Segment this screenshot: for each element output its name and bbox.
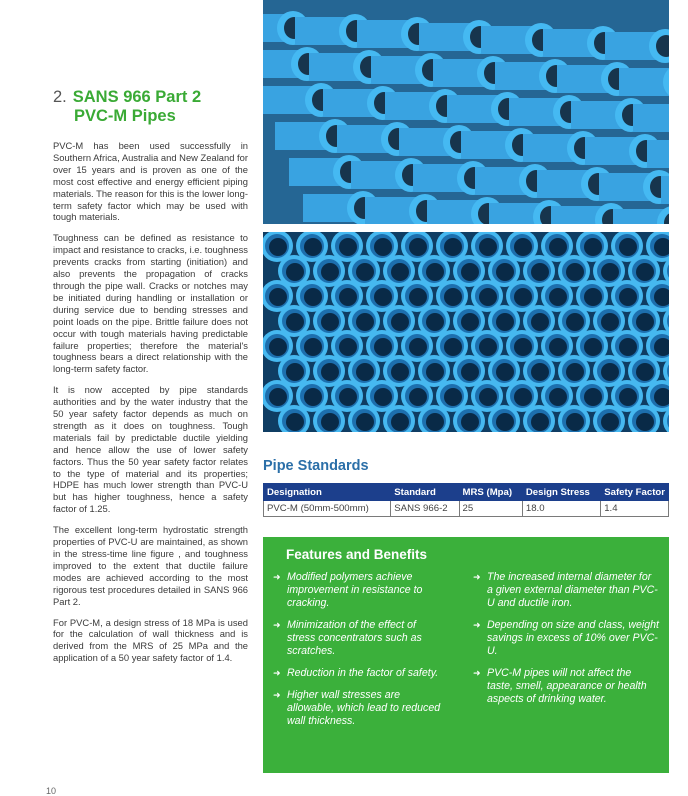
pipe-standards-title: Pipe Standards xyxy=(263,458,369,474)
arrow-icon: ➜ xyxy=(273,620,281,630)
list-item xyxy=(473,667,659,706)
feature-text: The increased internal diameter for a given external diameter than PVC-U and ductile iron. xyxy=(487,571,658,609)
page-number: 10 xyxy=(46,786,57,796)
arrow-icon: ➜ xyxy=(273,690,281,700)
list-item xyxy=(273,619,443,658)
section-title-line1: SANS 966 Part 2 xyxy=(72,88,202,106)
feature-text: Modified polymers achieve improvement in resistance to cracking. xyxy=(287,571,423,609)
list-item xyxy=(473,619,659,658)
paragraph-safety-factor: It is now accepted by pipe standards authorities and by the water industry that the 50 year safety factor depends as much on strength as it does on toughness. Tough materials fail by predictable ductile yielding and hence allow the use of lower safety factors. Thus the 50 year safety factor relates to the type of material and its properties; HDPE has much lower strength than PVC-U but has higher toughness, hence a safety factor of 1.25. xyxy=(53,384,248,515)
list-item xyxy=(273,667,443,680)
table-cell: 25 xyxy=(459,501,522,517)
list-item xyxy=(473,571,659,610)
list-item xyxy=(273,571,443,610)
feature-text: Higher wall stresses are allowable, which lead to reduced wall thickness. xyxy=(287,689,441,727)
features-title: Features and Benefits xyxy=(286,547,428,562)
column-header: Safety Factor xyxy=(601,484,669,501)
column-header: Designation xyxy=(264,484,391,501)
column-header: MRS (Mpa) xyxy=(459,484,522,501)
arrow-icon: ➜ xyxy=(473,620,481,630)
section-title-line2: PVC-M Pipes xyxy=(74,107,176,125)
feature-text: PVC-M pipes will not affect the taste, smell, appearance or health aspects of drinking water. xyxy=(487,667,647,705)
feature-text: Reduction in the factor of safety. xyxy=(287,667,439,679)
table-cell: PVC-M (50mm-500mm) xyxy=(264,501,391,517)
feature-text: Depending on size and class, weight savings in excess of 10% over PVC-U. xyxy=(487,619,659,657)
feature-text: Minimization of the effect of stress concentrators such as scratches. xyxy=(287,619,422,657)
paragraph-toughness: Toughness can be defined as resistance to impact and resistance to cracks, i.e. toughness prevents cracks from starting (initiation) and also prevents the propagation of cracks through the pipe wall. Cracks or notches may be initiated during handling or installation or during service due to bending stresses and point loads on the pipe. Brittle failure does not occur with tough materials having predictable failure properties; therefore the material's toughness bears a direct relationship with the long-term safety factor. xyxy=(53,232,248,375)
pipes-side-photo xyxy=(263,0,669,224)
features-panel xyxy=(263,537,669,773)
arrow-icon: ➜ xyxy=(273,572,281,582)
arrow-icon: ➜ xyxy=(273,668,281,678)
table-cell: 1.4 xyxy=(601,501,669,517)
arrow-icon: ➜ xyxy=(473,572,481,582)
column-header: Standard xyxy=(391,484,459,501)
arrow-icon: ➜ xyxy=(473,668,481,678)
table-header-row xyxy=(264,484,669,501)
table-cell: 18.0 xyxy=(522,501,600,517)
pipes-end-photo xyxy=(263,232,669,432)
pipe-standards-table xyxy=(263,483,669,517)
paragraph-hydrostatic: The excellent long-term hydrostatic strength properties of PVC-U are maintained, as shown in the stress-time line figure , and toughness improved to the extent that ductile failure modes are achieved according to the most rigorous test procedures detailed in SANS 966 Part 2. xyxy=(53,524,248,607)
section-number: 2. xyxy=(53,88,67,106)
features-left-column xyxy=(273,571,443,737)
table-cell: SANS 966-2 xyxy=(391,501,459,517)
text-column xyxy=(53,88,248,673)
paragraph-intro: PVC-M has been used successfully in Southern Africa, Australia and New Zealand for over 15 years and is proven as one of the most cost effective and energy efficient piping materials. The reason for this is the lower long-term safety factor which may be used with tough materials. xyxy=(53,140,248,223)
list-item xyxy=(273,689,443,728)
paragraph-design-stress: For PVC-M, a design stress of 18 MPa is used for the calculation of wall thickness and is derived from the MRS of 25 MPa and the application of a 50 year safety factor of 1.4. xyxy=(53,616,248,664)
features-right-column xyxy=(473,571,659,715)
column-header: Design Stress xyxy=(522,484,600,501)
table-row xyxy=(264,501,669,517)
section-heading xyxy=(53,88,248,126)
